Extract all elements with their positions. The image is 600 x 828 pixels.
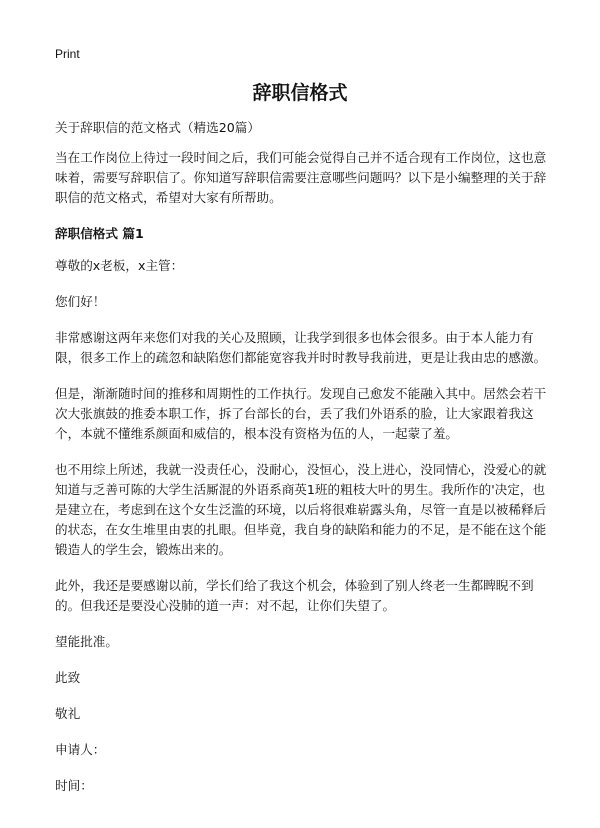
letter-salutation: 尊敬的x老板，x主管： [55, 258, 184, 273]
letter-greeting: 您们好！ [55, 294, 106, 309]
letter-paragraph-3: 也不用综上所述，我就一没责任心，没耐心，没恒心，没上进心，没同情心，没爱心的就知道与乏善可陈的大学生活厮混的外语系商英1班的粗枝大叶的男生。我所作的'决定，也是建立在，考虑到在这个女生泛滥的环境，以后将很难崭露头角，尽管一直是以被稀释后的状态，在女生堆里由衷的扎眼。但毕竟，我自身的缺陷和能力的不足，是不能在这个能锻造人的学生会，锻炼出来的。 [55, 462, 547, 557]
letter-paragraph-2: 但是，渐渐随时间的推移和周期性的工作执行。发现自己愈发不能融入其中。居然会若干次大张旗鼓的推委本职工作，拆了台部长的台，丢了我们外语系的脸，让大家跟着我这个，本就不懂维系颜面和威信的，根本没有资格为伍的人，一起蒙了羞。 [55, 386, 547, 441]
time-label: 时间： [55, 778, 93, 793]
letter-paragraph-1: 非常感谢这两年来您们对我的关心及照顾，让我学到很多也体会很多。由于本人能力有限，很多工作上的疏忽和缺陷您们都能宽容我并时时教导我前进，更是让我由忠的感激。 [55, 330, 547, 365]
subtitle: 关于辞职信的范文格式（精选20篇） [55, 120, 260, 135]
intro-paragraph: 当在工作岗位上待过一段时间之后，我们可能会觉得自己并不适合现有工作岗位，这也意味着，需要写辞职信了。你知道写辞职信需要注意哪些问题吗？以下是小编整理的关于辞职信的范文格式，希望对大家有所帮助。 [55, 150, 547, 205]
applicant-label: 申请人： [55, 742, 106, 757]
document-body [55, 118, 547, 812]
page-title: 辞职信格式 [252, 82, 348, 104]
section-title: 辞职信格式 篇1 [55, 226, 144, 241]
letter-closing-2: 敬礼 [55, 706, 81, 721]
letter-paragraph-4: 此外，我还是要感谢以前，学长们给了我这个机会，体验到了别人终老一生都睥睨不到的。但我还是要没心没肺的道一声：对不起，让你们失望了。 [55, 578, 534, 613]
print-link[interactable]: Print [55, 47, 80, 61]
letter-request: 望能批准。 [55, 634, 118, 649]
letter-closing-1: 此致 [55, 670, 81, 685]
